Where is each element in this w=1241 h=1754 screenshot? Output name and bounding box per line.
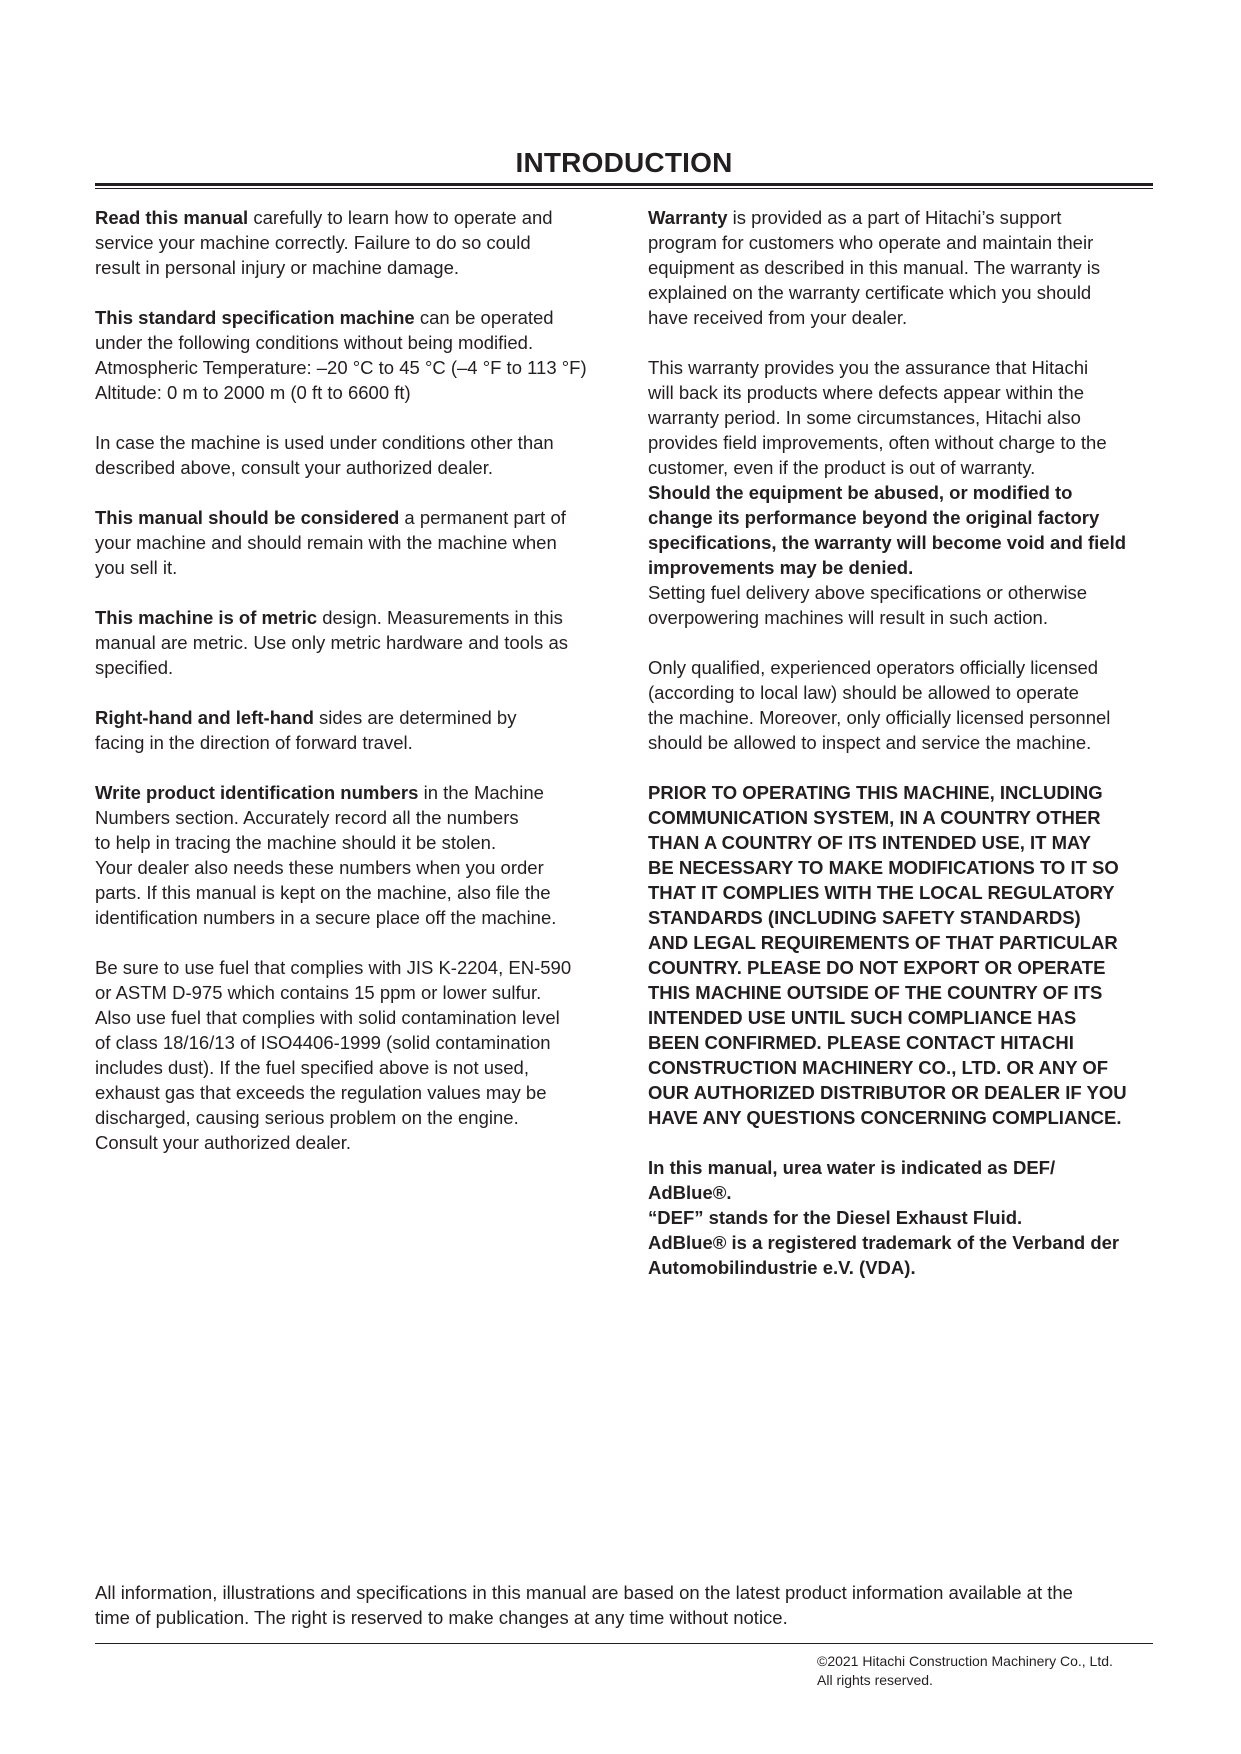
paragraph-compliance-notice: PRIOR TO OPERATING THIS MACHINE, INCLUDING COMMUNICATION SYSTEM, IN A COUNTRY OTHER THAN A COUNTRY OF ITS INTENDED USE, IT MAY BE NECESSARY TO MAKE MODIFICATIONS TO IT SO THAT IT COMPLIES WITH THE LOCAL REGULATORY STANDARDS (INCLUDING SAFETY STANDARDS) AND LEGAL REQUIREMENTS OF THAT PARTICULAR COUNTRY. PLEASE DO NOT EXPORT OR OPERATE THIS MACHINE OUTSIDE OF THE COUNTRY OF ITS INTENDED USE UNTIL SUCH COMPLIANCE HAS BEEN CONFIRMED. PLEASE CONTACT HITACHI CONSTRUCTION MACHINERY CO., LTD. OR ANY OF OUR AUTHORIZED DISTRIBUTOR OR DEALER IF YOU HAVE ANY QUESTIONS CONCERNING COMPLIANCE.: [648, 782, 1127, 1128]
paragraph-fuel-delivery: Setting fuel delivery above specifications or otherwise overpowering machines will result in such action.: [648, 582, 1088, 628]
title-rule-thin: [95, 188, 1153, 189]
paragraph-fuel: Be sure to use fuel that complies with JIS K-2204, EN-590 or ASTM D-975 which contains 15 ppm or lower sulfur. Also use fuel that complies with solid contamination level of class 18/16/13 of ISO4406-1999 (solid contamination includes dust). If the fuel specified above is not used, exhaust gas that exceeds the regulation values may be discharged, causing serious problem on the engine. Consult your authorized dealer.: [95, 957, 572, 1153]
paragraph-permanent-part: This manual should be considered a permanent part of your machine and should remain with the machine when you sell it.: [95, 507, 566, 578]
title-rule-thick: [95, 183, 1153, 186]
footer-rule: [95, 1643, 1153, 1644]
paragraph-abuse-warning: Should the equipment be abused, or modified to change its performance beyond the original factory specifications, the warranty will become void and field improvements may be denied.: [648, 482, 1127, 578]
paragraph-standard-spec: This standard specification machine can be operated under the following conditions without being modified. Atmospheric Temperature: –20 °C to 45 °C (–4 °F to 113 °F) Altitude: 0 m to 2000 m (0 ft to 6600 ft): [95, 307, 587, 403]
left-column: [95, 205, 605, 1180]
paragraph-qualified-operators: Only qualified, experienced operators officially licensed (according to local law) should be allowed to operate the machine. Moreover, only officially licensed personnel should be allowed to inspect and service the machine.: [648, 657, 1111, 753]
paragraph-other-conditions: In case the machine is used under conditions other than described above, consult your authorized dealer.: [95, 432, 554, 478]
paragraph-right-left-hand: Right-hand and left-hand sides are determined by facing in the direction of forward travel.: [95, 707, 517, 753]
right-column: [648, 205, 1158, 1305]
page-title: INTRODUCTION: [515, 147, 733, 178]
paragraph-read-manual: Read this manual carefully to learn how to operate and service your machine correctly. Failure to do so could result in personal injury or machine damage.: [95, 207, 553, 278]
copyright: ©2021 Hitachi Construction Machinery Co., Ltd. All rights reserved.: [817, 1653, 1113, 1688]
paragraph-identification-numbers: Write product identification numbers in the Machine Numbers section. Accurately record all the numbers to help in tracing the machine should it be stolen. Your dealer also needs these numbers when you order parts. If this manual is kept on the machine, also file the identification numbers in a secure place off the machine.: [95, 782, 557, 928]
paragraph-metric: This machine is of metric design. Measurements in this manual are metric. Use only metric hardware and tools as specified.: [95, 607, 568, 678]
paragraph-warranty: Warranty is provided as a part of Hitachi’s support program for customers who operate and maintain their equipment as described in this manual. The warranty is explained on the warranty certificate which you should have received from your dealer.: [648, 207, 1101, 328]
paragraph-def-adblue: In this manual, urea water is indicated as DEF/ AdBlue®. “DEF” stands for the Diesel Exhaust Fluid. AdBlue® is a registered trademark of the Verband der Automobilindustrie e.V. (VDA).: [648, 1157, 1120, 1278]
paragraph-warranty-assurance: This warranty provides you the assurance that Hitachi will back its products where defects appear within the warranty period. In some circumstances, Hitachi also provides field improvements, often without charge to the customer, even if the product is out of warranty.: [648, 357, 1107, 478]
footer-note: All information, illustrations and specifications in this manual are based on the latest product information available at the time of publication. The right is reserved to make changes at any time without notice.: [95, 1582, 1073, 1628]
